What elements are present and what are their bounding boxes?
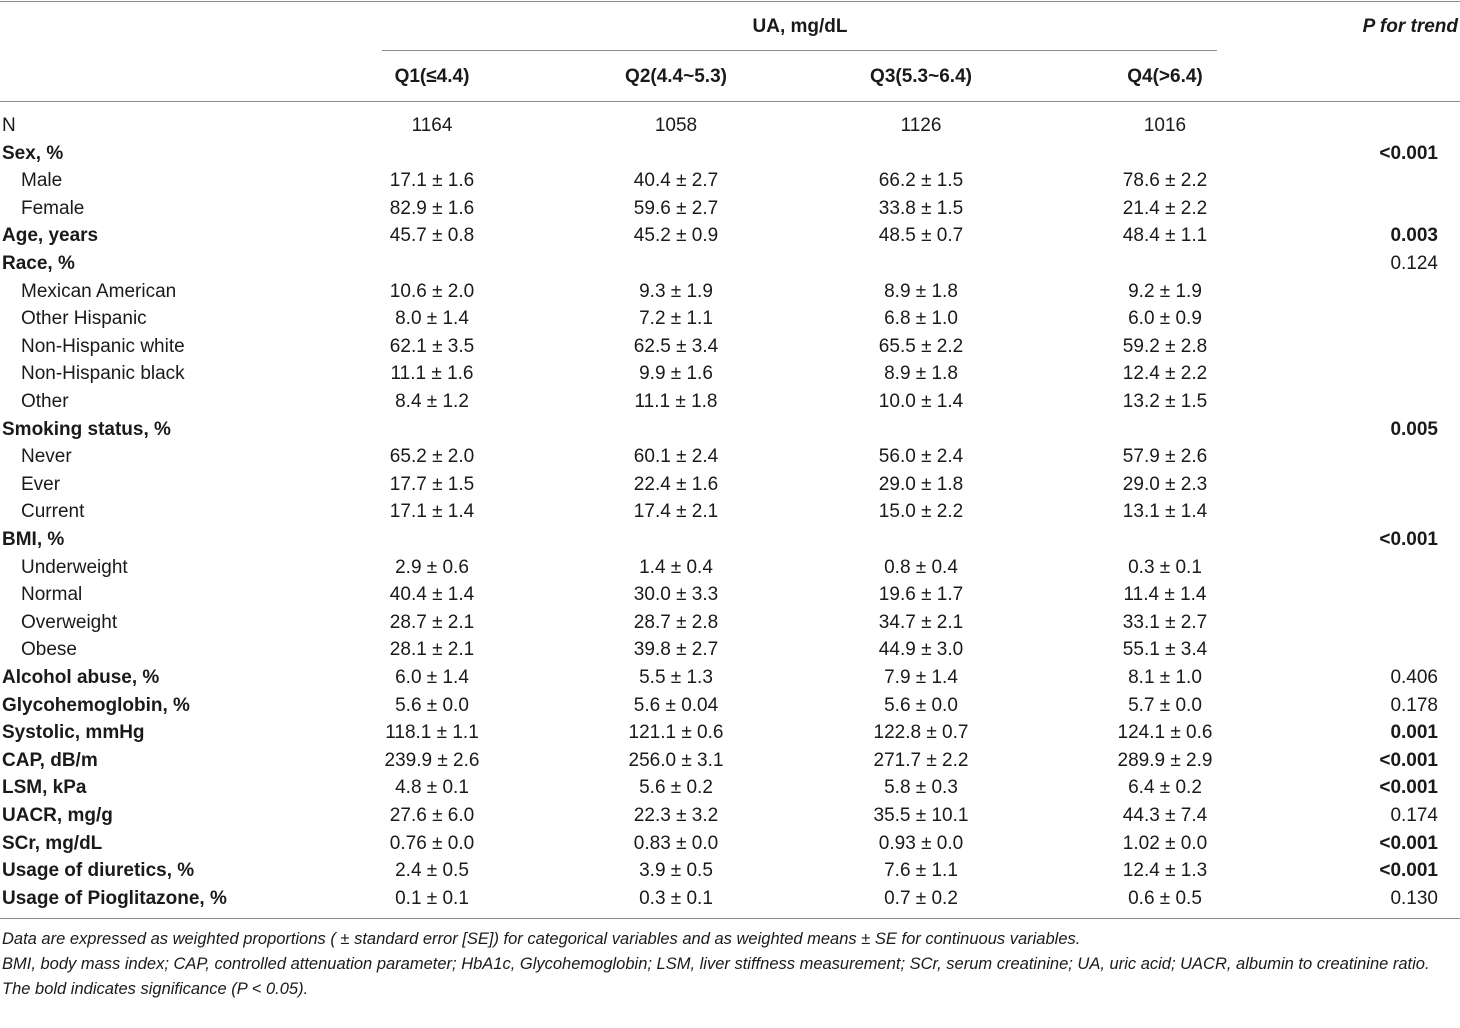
- cell-q2: 60.1 ± 2.4: [633, 446, 719, 468]
- cell-q1: 11.1 ± 1.6: [390, 363, 474, 385]
- row-label: Never: [21, 446, 72, 468]
- cell-q1: 45.7 ± 0.8: [389, 225, 475, 247]
- cell-q4: 11.4 ± 1.4: [1123, 584, 1207, 606]
- row-label: Non-Hispanic black: [21, 363, 185, 385]
- cell-q1: 10.6 ± 2.0: [389, 280, 475, 302]
- table-row: [0, 747, 1460, 775]
- cell-q3: 7.6 ± 1.1: [884, 860, 958, 882]
- cell-q3: 5.8 ± 0.3: [884, 777, 958, 799]
- row-label: LSM, kPa: [2, 777, 87, 799]
- row-label: N: [2, 115, 16, 136]
- cell-p-trend: <0.001: [1379, 749, 1438, 771]
- table-row: [0, 581, 1460, 609]
- cell-q1: 8.0 ± 1.4: [395, 308, 469, 330]
- cell-q2: 0.3 ± 0.1: [639, 887, 713, 909]
- cell-q3: 56.0 ± 2.4: [878, 446, 964, 468]
- cell-q2: 40.4 ± 2.7: [633, 170, 719, 192]
- cell-q4: 33.1 ± 2.7: [1122, 611, 1208, 633]
- cell-q4: 289.9 ± 2.9: [1117, 749, 1213, 771]
- cell-q4: 6.0 ± 0.9: [1128, 308, 1202, 330]
- table-row: [0, 471, 1460, 499]
- table-row: [0, 636, 1460, 664]
- table-row: [0, 416, 1460, 444]
- cell-p-trend: <0.001: [1379, 142, 1438, 164]
- cell-q3: 65.5 ± 2.2: [878, 335, 964, 357]
- cell-q4: 29.0 ± 2.3: [1122, 473, 1208, 495]
- cell-q2: 1.4 ± 0.4: [639, 556, 713, 578]
- cell-q1: 2.4 ± 0.5: [395, 860, 469, 882]
- cell-q4: 1.02 ± 0.0: [1122, 832, 1208, 854]
- row-label: Usage of Pioglitazone, %: [2, 887, 227, 909]
- table-row: [0, 526, 1460, 554]
- row-label: Age, years: [2, 225, 99, 247]
- row-label: Race, %: [2, 253, 75, 274]
- cell-q2: 7.2 ± 1.1: [639, 308, 713, 330]
- table-row: [0, 802, 1460, 830]
- table-row: [0, 554, 1460, 582]
- cell-q2: 121.1 ± 0.6: [628, 722, 724, 744]
- cell-q1: 6.0 ± 1.4: [395, 667, 469, 688]
- cell-q4: 124.1 ± 0.6: [1117, 722, 1213, 744]
- table-row: [0, 278, 1460, 306]
- cell-q3: 35.5 ± 10.1: [873, 805, 969, 826]
- table-row: [0, 167, 1460, 195]
- cell-q4: 6.4 ± 0.2: [1128, 777, 1202, 799]
- row-label: Non-Hispanic white: [21, 335, 185, 357]
- header-bottom-rule: [0, 101, 1460, 102]
- cell-p-trend: <0.001: [1379, 832, 1438, 854]
- row-label: Other Hispanic: [21, 308, 147, 330]
- cell-q3: 48.5 ± 0.7: [878, 225, 964, 247]
- table-row: [0, 774, 1460, 802]
- note-data-expression: Data are expressed as weighted proportions ( ± standard error [SE]) for categorical variables and as weighted means ± SE for continuous variables.: [2, 930, 1081, 948]
- cell-q4: 12.4 ± 1.3: [1122, 860, 1208, 882]
- cell-q2: 256.0 ± 3.1: [628, 749, 724, 771]
- cell-q1: 0.1 ± 0.1: [395, 887, 469, 909]
- row-label: Sex, %: [2, 142, 64, 164]
- cell-q1: 17.7 ± 1.5: [389, 473, 475, 495]
- column-header-q4: Q4(>6.4): [1127, 66, 1203, 87]
- cell-q3: 66.2 ± 1.5: [878, 170, 964, 192]
- row-label: Alcohol abuse, %: [2, 667, 160, 688]
- table-row: [0, 140, 1460, 168]
- cell-q3: 44.9 ± 3.0: [878, 639, 964, 661]
- cell-q3: 6.8 ± 1.0: [884, 308, 958, 330]
- table-top-rule: [0, 1, 1460, 2]
- cell-q3: 34.7 ± 2.1: [878, 611, 964, 633]
- table-notes: [2, 927, 1458, 1002]
- cell-q1: 62.1 ± 3.5: [389, 335, 475, 357]
- cell-q4: 48.4 ± 1.1: [1122, 225, 1208, 247]
- table-row: [0, 885, 1460, 913]
- cell-q2: 0.83 ± 0.0: [633, 832, 719, 854]
- cell-q2: 9.3 ± 1.9: [639, 280, 713, 302]
- column-header-q2: Q2(4.4~5.3): [625, 66, 727, 87]
- cell-q1: 8.4 ± 1.2: [395, 391, 469, 412]
- cell-q3: 29.0 ± 1.8: [878, 473, 964, 495]
- row-label: Obese: [21, 639, 77, 661]
- cell-p-trend: 0.406: [1390, 667, 1438, 688]
- table-row: [0, 498, 1460, 526]
- row-label: Smoking status, %: [2, 418, 171, 440]
- table-row: [0, 609, 1460, 637]
- table-row: [0, 333, 1460, 361]
- cell-q1: 27.6 ± 6.0: [389, 805, 475, 826]
- row-label: UACR, mg/g: [2, 805, 113, 826]
- cell-p-trend: 0.174: [1390, 805, 1438, 826]
- cell-q1: 118.1 ± 1.1: [385, 722, 479, 744]
- table-row: [0, 360, 1460, 388]
- note-abbreviations: BMI, body mass index; CAP, controlled attenuation parameter; HbA1c, Glycohemoglobin; LSM, liver stiffness measurement; SCr, serum creatinine; UA, uric acid; UACR, albumin to creatinine ratio.: [2, 955, 1430, 973]
- row-label: SCr, mg/dL: [2, 832, 103, 854]
- cell-q4: 21.4 ± 2.2: [1122, 197, 1208, 219]
- cell-q2: 30.0 ± 3.3: [633, 584, 719, 606]
- row-label: Mexican American: [21, 280, 177, 302]
- cell-q3: 8.9 ± 1.8: [884, 363, 958, 385]
- cell-q2: 5.5 ± 1.3: [639, 667, 713, 688]
- table-row: [0, 830, 1460, 858]
- row-label: Female: [21, 197, 85, 219]
- cell-q2: 39.8 ± 2.7: [633, 639, 719, 661]
- cell-q1: 1164: [411, 115, 453, 136]
- cell-p-trend: 0.003: [1390, 225, 1438, 247]
- group-header-rule: [382, 50, 1217, 51]
- cell-q3: 8.9 ± 1.8: [884, 280, 958, 302]
- cell-q3: 10.0 ± 1.4: [878, 391, 964, 412]
- table-row: [0, 195, 1460, 223]
- cell-q3: 122.8 ± 0.7: [873, 722, 969, 744]
- cell-q1: 2.9 ± 0.6: [395, 556, 469, 578]
- cell-q4: 8.1 ± 1.0: [1128, 667, 1202, 688]
- cell-q1: 239.9 ± 2.6: [384, 749, 480, 771]
- table-row: [0, 112, 1460, 140]
- cell-q3: 33.8 ± 1.5: [878, 197, 964, 219]
- cell-q1: 17.1 ± 1.4: [389, 501, 475, 523]
- cell-q3: 19.6 ± 1.7: [878, 584, 964, 606]
- row-label: Underweight: [21, 556, 128, 578]
- cell-q4: 55.1 ± 3.4: [1122, 639, 1208, 661]
- cell-q1: 28.1 ± 2.1: [389, 639, 475, 661]
- cell-q1: 40.4 ± 1.4: [389, 584, 475, 606]
- cell-q2: 17.4 ± 2.1: [633, 501, 719, 523]
- cell-p-trend: 0.130: [1390, 887, 1438, 909]
- cell-p-trend: 0.178: [1390, 694, 1438, 716]
- column-header-q1: Q1(≤4.4): [394, 66, 470, 87]
- cell-q2: 59.6 ± 2.7: [633, 197, 719, 219]
- table-row: [0, 857, 1460, 885]
- cell-q3: 15.0 ± 2.2: [878, 501, 964, 523]
- row-label: Normal: [21, 584, 83, 606]
- cell-q1: 82.9 ± 1.6: [389, 197, 475, 219]
- table-row: [0, 692, 1460, 720]
- row-label: Male: [21, 170, 63, 192]
- row-label: Overweight: [21, 611, 118, 633]
- row-label: CAP, dB/m: [2, 749, 98, 771]
- cell-q3: 0.8 ± 0.4: [884, 556, 958, 578]
- cell-p-trend: <0.001: [1379, 777, 1438, 799]
- cell-q1: 5.6 ± 0.0: [395, 694, 469, 716]
- cell-p-trend: 0.001: [1390, 722, 1438, 744]
- cell-q4: 9.2 ± 1.9: [1128, 280, 1202, 302]
- cell-q2: 22.4 ± 1.6: [633, 473, 719, 495]
- cell-q3: 1126: [900, 115, 942, 136]
- row-label: Systolic, mmHg: [2, 722, 145, 744]
- header-p-for-trend: P for trend: [1362, 16, 1458, 37]
- row-label: Glycohemoglobin, %: [2, 694, 190, 716]
- cell-p-trend: 0.005: [1390, 418, 1438, 440]
- cell-q2: 11.1 ± 1.8: [634, 391, 718, 412]
- cell-p-trend: 0.124: [1390, 253, 1438, 274]
- cell-q2: 22.3 ± 3.2: [633, 805, 719, 826]
- table-row: [0, 664, 1460, 692]
- group-header-ua: UA, mg/dL: [752, 16, 848, 37]
- row-label: Other: [21, 391, 69, 412]
- cell-p-trend: <0.001: [1379, 860, 1438, 882]
- cell-q2: 45.2 ± 0.9: [633, 225, 719, 247]
- cell-q2: 62.5 ± 3.4: [633, 335, 719, 357]
- cell-q4: 13.2 ± 1.5: [1122, 391, 1208, 412]
- cell-q1: 4.8 ± 0.1: [395, 777, 469, 799]
- column-header-q3: Q3(5.3~6.4): [870, 66, 972, 87]
- row-label: BMI, %: [2, 529, 65, 550]
- cell-q4: 0.6 ± 0.5: [1128, 887, 1202, 909]
- note-bold-significance: The bold indicates significance (P < 0.05).: [2, 980, 309, 998]
- cell-q2: 28.7 ± 2.8: [633, 611, 719, 633]
- cell-q4: 0.3 ± 0.1: [1128, 556, 1202, 578]
- table-row: [0, 305, 1460, 333]
- cell-q2: 3.9 ± 0.5: [639, 860, 713, 882]
- table-bottom-rule: [0, 918, 1460, 919]
- cell-q3: 7.9 ± 1.4: [884, 667, 958, 688]
- cell-q4: 44.3 ± 7.4: [1122, 805, 1208, 826]
- cell-q3: 5.6 ± 0.0: [884, 694, 958, 716]
- cell-q1: 17.1 ± 1.6: [389, 170, 475, 192]
- table-row: [0, 250, 1460, 278]
- cell-q4: 1016: [1143, 115, 1187, 136]
- table-row: [0, 443, 1460, 471]
- cell-q4: 59.2 ± 2.8: [1122, 335, 1208, 357]
- cell-q3: 0.93 ± 0.0: [878, 832, 964, 854]
- cell-q2: 9.9 ± 1.6: [639, 363, 713, 385]
- cell-q4: 12.4 ± 2.2: [1122, 363, 1208, 385]
- row-label: Ever: [21, 473, 61, 495]
- cell-q4: 78.6 ± 2.2: [1122, 170, 1208, 192]
- cell-q3: 271.7 ± 2.2: [873, 749, 969, 771]
- cell-q1: 0.76 ± 0.0: [389, 832, 475, 854]
- table-row: [0, 222, 1460, 250]
- cell-q1: 65.2 ± 2.0: [389, 446, 475, 468]
- cell-q4: 5.7 ± 0.0: [1128, 694, 1202, 716]
- cell-q2: 1058: [654, 115, 698, 136]
- row-label: Usage of diuretics, %: [2, 860, 195, 882]
- table-row: [0, 719, 1460, 747]
- cell-q1: 28.7 ± 2.1: [389, 611, 475, 633]
- cell-q2: 5.6 ± 0.04: [633, 694, 719, 716]
- cell-q4: 57.9 ± 2.6: [1122, 446, 1208, 468]
- cell-q2: 5.6 ± 0.2: [639, 777, 713, 799]
- cell-p-trend: <0.001: [1379, 529, 1438, 550]
- table-row: [0, 388, 1460, 416]
- row-label: Current: [21, 501, 85, 523]
- cell-q4: 13.1 ± 1.4: [1122, 501, 1208, 523]
- cell-q3: 0.7 ± 0.2: [884, 887, 958, 909]
